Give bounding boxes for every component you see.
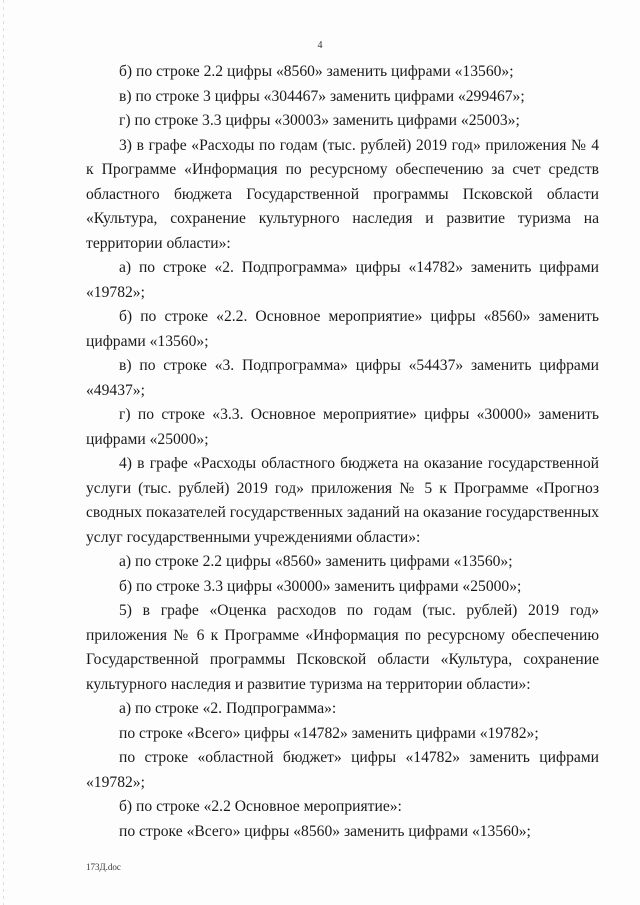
paragraph: 3) в графе «Расходы по годам (тыс. рублей) 2019 год» приложения № 4 к Программе «Информация по ресурсному обеспечению за счет средств областного бюджета Государственной программы Псковской области «Культура, сохранение культурного наследия и развитие туризма на территории области»: — [86, 136, 599, 252]
paragraph: 4) в графе «Расходы областного бюджета на оказание государственной услуги (тыс. рублей) 2019 год» приложения № 5 к Программе «Прогноз сводных показателей государственных заданий на оказание государственных услуг государственными учреждениями области»: — [86, 455, 599, 546]
file-name-footer: 173Д.doc — [86, 862, 121, 872]
document-body — [86, 60, 599, 844]
paragraph-line: б) по строке 2.2 цифры «8560» заменить цифрами «13560»; — [119, 63, 514, 80]
paragraph: по строке «областной бюджет» цифры «14782» заменить цифрами «19782»; — [86, 749, 599, 791]
scan-edge-marks — [3, 0, 4, 905]
paragraph-line: б) по строке «2.2 Основное мероприятие»: — [119, 798, 402, 815]
paragraph-line: б) по строке 3.3 цифры «30000» заменить цифрами «25000»; — [119, 577, 522, 595]
paragraph-line: а) по строке 2.2 цифры «8560» заменить цифрами «13560»; — [119, 553, 513, 570]
page-number: 4 — [317, 40, 323, 51]
paragraph-line: по строке «Всего» цифры «8560» заменить цифрами «13560»; — [119, 822, 531, 840]
paragraph: 5) в графе «Оценка расходов по годам (тыс. рублей) 2019 год» приложения № 6 к Программе «Информация по ресурсному обеспечению Государственной программы Псковской области «Культура, сохранение культурного наследия и развитие туризма на территории области»: — [86, 602, 599, 693]
paragraph-line: по строке «Всего» цифры «14782» заменить цифрами «19782»; — [119, 724, 539, 742]
paragraph-line: г) по строке 3.3 цифры «30003» заменить цифрами «25003»; — [119, 112, 520, 129]
paragraph: а) по строке «2. Подпрограмма» цифры «14782» заменить цифрами «19782»; — [86, 259, 599, 301]
paragraph-line: в) по строке 3 цифры «304467» заменить цифрами «299467»; — [119, 87, 525, 105]
paragraph: б) по строке «2.2. Основное мероприятие» цифры «8560» заменить цифрами «13560»; — [86, 308, 599, 350]
paragraph: г) по строке «3.3. Основное мероприятие» цифры «30000» заменить цифрами «25000»; — [86, 406, 599, 448]
paragraph-line: а) по строке «2. Подпрограмма»: — [119, 700, 337, 717]
paragraph: в) по строке «3. Подпрограмма» цифры «54437» заменить цифрами «49437»; — [86, 357, 599, 399]
